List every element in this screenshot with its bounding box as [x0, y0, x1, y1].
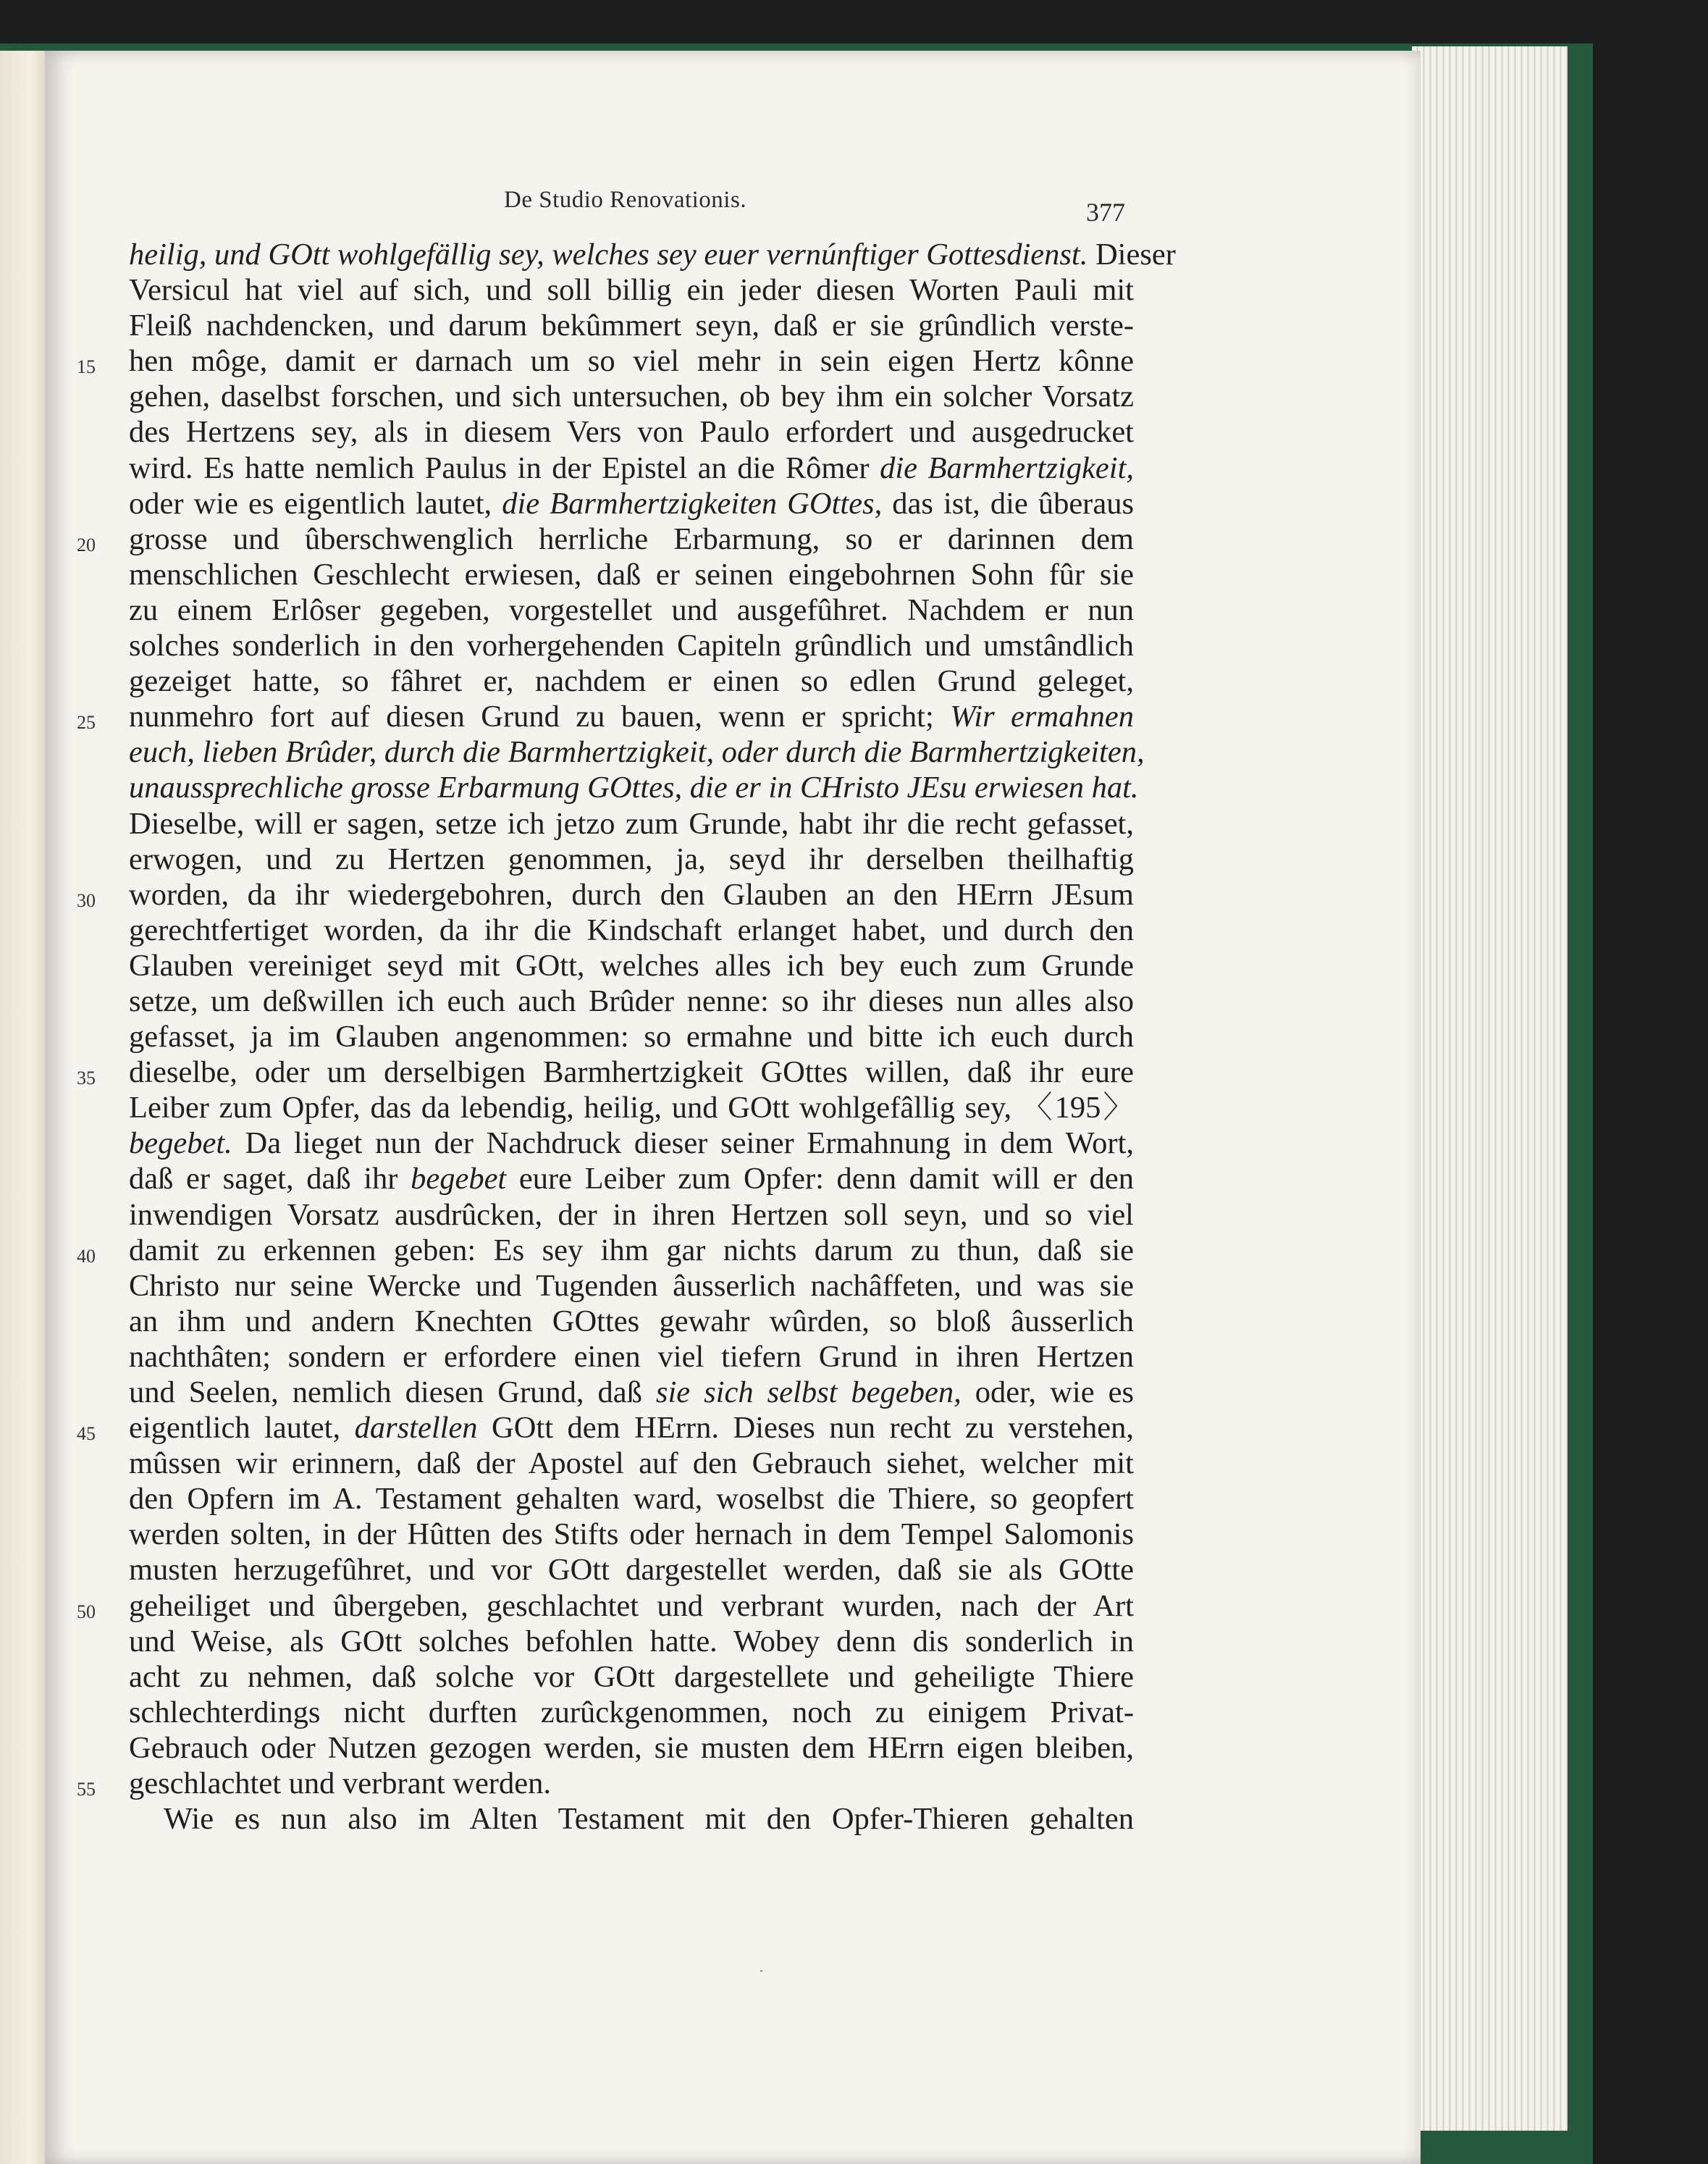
text-line: [129, 308, 1134, 343]
text-line: [129, 842, 1134, 877]
text-line: [77, 1233, 1134, 1268]
text-span: GOtt dem HErrn. Dieses nun recht zu verstehen,: [477, 1411, 1135, 1446]
text-span: Da lieget nun der Nachdruck dieser seiner Ermahnung in dem Wort,: [232, 1126, 1134, 1161]
text-line: [129, 1161, 1134, 1196]
italic-text: die Barmhertzigkeiten GOttes,: [502, 486, 883, 521]
text-span: oder wie es eigentlich lautet,: [129, 486, 502, 521]
text-line: [77, 1410, 1135, 1446]
text-span: gezeiget hatte, so fâhret er, nachdem er einen so edlen Grund geleget,: [129, 664, 1134, 699]
text-line: [129, 734, 1145, 770]
text-span: Versicul hat viel auf sich, und soll billig ein jeder diesen Worten Pauli mit: [129, 273, 1134, 308]
text-span: zu einem Erlôser gegeben, vorgestellet und ausgefûhret. Nachdem er nun: [129, 592, 1134, 627]
text-line: [129, 628, 1134, 663]
left-page-edge: [0, 51, 51, 2164]
text-line: [77, 877, 1134, 913]
text-line: [129, 1517, 1134, 1552]
page-number: 377: [1086, 198, 1125, 227]
page-block-edge: [1412, 46, 1568, 2131]
italic-text: Wir ermahnen: [950, 700, 1134, 734]
text-line: [129, 984, 1134, 1019]
text-span: des Hertzens sey, als in diesem Vers von Paulo erfordert und ausgedrucket: [129, 415, 1134, 450]
text-line: [129, 1019, 1134, 1054]
line-number: 55: [77, 1779, 96, 1800]
text-span: musten herzugefûhret, und vor GOtt dargestellet werden, daß sie als GOtte: [129, 1553, 1134, 1588]
text-line: [129, 770, 1139, 805]
text-span: und Weise, als GOtt solches befohlen hatte. Wobey denn dis sonderlich in: [129, 1624, 1134, 1658]
text-line: [129, 1304, 1134, 1339]
text-span: setze, um deßwillen ich euch auch Brûder nenne: so ihr dieses nun alles also: [129, 984, 1134, 1018]
text-span: geheiliget und ûbergeben, geschlachtet und verbrant wurden, nach der Art: [129, 1588, 1134, 1623]
text-line: [129, 1801, 1134, 1837]
text-span: und Seelen, nemlich diesen Grund, daß: [129, 1375, 656, 1409]
text-line: [129, 663, 1134, 699]
text-line: [77, 1054, 1134, 1090]
text-span: dieselbe, oder um derselbigen Barmhertzigkeit GOttes willen, daß ihr eure: [129, 1055, 1134, 1090]
text-line: [77, 521, 1134, 557]
text-span: gehen, daselbst forschen, und sich untersuchen, ob bey ihm ein solcher Vorsatz: [129, 379, 1134, 414]
line-number: 35: [77, 1068, 96, 1089]
text-span: grosse und ûberschwenglich herrliche Erbarmung, so er darinnen dem: [129, 521, 1134, 556]
text-span: Christo nur seine Wercke und Tugenden âusserlich nachâffeten, und was sie: [129, 1268, 1134, 1303]
line-number: 15: [77, 356, 96, 378]
running-title: De Studio Renovationis.: [504, 187, 747, 213]
italic-text: sie sich selbst begeben,: [655, 1375, 962, 1409]
line-number: 40: [77, 1245, 96, 1267]
text-line: [129, 557, 1134, 592]
italic-text: euch, lieben Brûder, durch die Barmhertzigkeit, oder durch die Barmhertzigkeiten,: [129, 735, 1145, 770]
text-line: [77, 343, 1134, 379]
text-line: [129, 1481, 1134, 1517]
text-span: das ist, die ûberaus: [882, 486, 1134, 521]
text-span: an ihm und andern Knechten GOttes gewahr wûrden, so bloß âusserlich: [129, 1304, 1134, 1338]
text-span: Dieser: [1088, 238, 1176, 272]
text-span: erwogen, und zu Hertzen genommen, ja, seyd ihr derselben theilhaftig: [129, 842, 1134, 876]
italic-text: unaussprechliche grosse Erbarmung GOttes, die er in CHristo JEsu erwiesen hat.: [129, 771, 1139, 805]
text-line: [129, 1197, 1134, 1233]
text-line: [129, 486, 1134, 521]
text-span: geschlachtet und verbrant werden.: [129, 1766, 551, 1801]
line-number: 30: [77, 889, 96, 911]
text-span: eigentlich lautet,: [129, 1411, 355, 1446]
text-line: [129, 1695, 1134, 1730]
text-line: [129, 1090, 1134, 1125]
text-line: [129, 806, 1134, 842]
text-span: menschlichen Geschlecht erwiesen, daß er seinen eingebohrnen Sohn fûr sie: [129, 557, 1134, 592]
text-line: [129, 1624, 1134, 1659]
text-line: [129, 592, 1134, 628]
text-span: gerechtfertiget worden, da ihr die Kindschaft erlanget habet, und durch den: [129, 913, 1134, 947]
text-line: [129, 1552, 1134, 1588]
text-span: nunmehro fort auf diesen Grund zu bauen, wenn er spricht;: [129, 700, 951, 734]
text-span: mûssen wir erinnern, daß der Apostel auf den Gebrauch siehet, welcher mit: [129, 1446, 1134, 1481]
text-line: [129, 1375, 1134, 1410]
text-span: nachthâten; sondern er erfordere einen viel tiefern Grund in ihren Hertzen: [129, 1339, 1134, 1374]
text-span: eure Leiber zum Opfer: denn damit will er den: [506, 1162, 1135, 1196]
line-number: 20: [77, 534, 96, 555]
text-span: worden, da ihr wiedergebohren, durch den Glauben an den HErrn JEsum: [129, 877, 1134, 912]
text-line: [129, 1339, 1134, 1375]
text-line: [129, 1268, 1134, 1304]
text-line: [129, 414, 1134, 450]
text-span: Wie es nun also im Alten Testament mit den Opfer-Thieren gehalten: [164, 1802, 1134, 1837]
text-line: [129, 1125, 1134, 1161]
text-span: hen môge, damit er darnach um so viel mehr in sein eigen Hertz kônne: [129, 344, 1134, 379]
text-span: Dieselbe, will er sagen, setze ich jetzo zum Grunde, habt ihr die recht gefasset,: [129, 806, 1134, 841]
text-span: daß er saget, daß ihr: [129, 1162, 411, 1196]
line-number: 50: [77, 1601, 96, 1622]
italic-text: heilig, und GOtt wohlgefällig sey, welches sey euer vernúnftiger Gottesdienst.: [129, 238, 1088, 272]
line-number: 25: [77, 712, 96, 734]
text-span: solches sonderlich in den vorhergehenden Capiteln grûndlich und umstândlich: [129, 629, 1134, 663]
text-line: [77, 1766, 1134, 1801]
text-span: Glauben vereiniget seyd mit GOtt, welches alles ich bey euch zum Grunde: [129, 948, 1134, 983]
line-number: 45: [77, 1423, 96, 1445]
italic-text: darstellen: [354, 1411, 478, 1446]
text-line: [129, 913, 1134, 948]
text-line: [129, 948, 1134, 984]
text-line: [77, 699, 1134, 734]
text-span: gefasset, ja im Glauben angenommen: so ermahne und bitte ich euch durch: [129, 1020, 1134, 1054]
text-span: Fleiß nachdencken, und darum bekûmmert seyn, daß er sie grûndlich verste-: [129, 309, 1134, 343]
text-span: den Opfern im A. Testament gehalten ward, woselbst die Thiere, so geopfert: [129, 1482, 1134, 1517]
italic-text: die Barmhertzigkeit,: [880, 450, 1135, 485]
text-line: [77, 1588, 1134, 1624]
italic-text: begebet.: [129, 1126, 232, 1161]
text-span: inwendigen Vorsatz ausdrûcken, der in ihren Hertzen soll seyn, und so viel: [129, 1197, 1134, 1232]
text-span: acht zu nehmen, daß solche vor GOtt dargestellete und geheiligte Thiere: [129, 1659, 1134, 1694]
italic-text: begebet: [411, 1162, 507, 1196]
text-line: [129, 379, 1134, 414]
text-span: schlechterdings nicht durften zurûckgenommen, noch zu einigem Privat-: [129, 1695, 1134, 1729]
text-span: Leiber zum Opfer, das da lebendig, heilig, und GOtt wohlgefâllig sey, 〈195〉: [129, 1091, 1134, 1125]
text-span: damit zu erkennen geben: Es sey ihm gar nichts darum zu thun, daß sie: [129, 1233, 1134, 1267]
text-line: [129, 450, 1134, 486]
text-span: oder, wie es: [961, 1375, 1134, 1409]
text-span: Gebrauch oder Nutzen gezogen werden, sie musten dem HErrn eigen bleiben,: [129, 1730, 1134, 1765]
text-span: werden solten, in der Hûtten des Stifts oder hernach in dem Tempel Salomonis: [129, 1517, 1134, 1552]
text-line: [129, 1730, 1134, 1766]
text-line: [129, 272, 1134, 308]
body-text: [77, 237, 1176, 1837]
print-mark: [760, 1970, 762, 1972]
text-line: [129, 1659, 1134, 1695]
text-line: [129, 237, 1176, 272]
text-line: [129, 1446, 1134, 1481]
text-span: wird. Es hatte nemlich Paulus in der Epistel an die Rômer: [129, 450, 880, 485]
